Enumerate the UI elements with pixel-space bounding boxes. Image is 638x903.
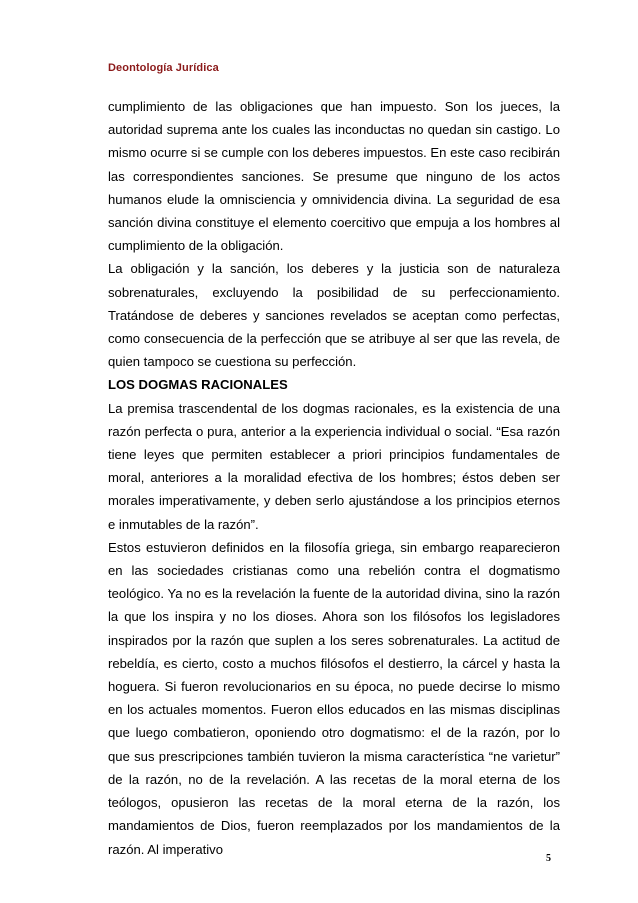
body-text: [108, 95, 560, 861]
section-heading: LOS DOGMAS RACIONALES: [108, 377, 288, 393]
paragraph: La obligación y la sanción, los deberes y la justicia son de naturaleza sobrenaturales, excluyendo la posibilidad de su perfeccionamiento. Tratándose de deberes y sanciones revelados se aceptan como perfectas, como consecuencia de la perfección que se atribuye al ser que las revela, de quien tampoco se cuestiona su perfección.: [108, 261, 560, 370]
paragraph: Estos estuvieron definidos en la filosofía griega, sin embargo reaparecieron en las sociedades cristianas como una rebelión contra el dogmatismo teológico. Ya no es la revelación la fuente de la autoridad divina, sino la razón la que los inspira y no los dioses. Ahora son los filósofos los legisladores inspirados por la razón que suplen a los seres sobrenaturales. La actitud de rebeldía, es cierto, costo a muchos filósofos el destierro, la cárcel y hasta la hoguera. Si fueron revolucionarios en su época, no puede decirse lo mismo en los actuales momentos. Fueron ellos educados en las mismas disciplinas que luego combatieron, oponiendo otro dogmatismo: el de la razón, por lo que sus prescripciones también tuvieron la misma característica “ne varietur” de la razón, no de la revelación. A las recetas de la moral eterna de los teólogos, opusieron las recetas de la moral eterna de la razón, los mandamientos de Dios, fueron reemplazados por los mandamientos de la razón. Al imperativo: [108, 539, 560, 857]
paragraph: cumplimiento de las obligaciones que han impuesto. Son los jueces, la autoridad suprema ante los cuales las inconductas no quedan sin castigo. Lo mismo ocurre si se cumple con los deberes impuestos. En este caso recibirán las correspondientes sanciones. Se presume que ninguno de los actos humanos elude la omnisciencia y omnividencia divina. La seguridad de esa sanción divina constituye el elemento coercitivo que empuja a los hombres al cumplimiento de la obligación.: [108, 99, 560, 254]
running-header: Deontología Jurídica: [108, 62, 219, 74]
page-number: 5: [546, 853, 551, 864]
paragraph: La premisa trascendental de los dogmas racionales, es la existencia de una razón perfecta o pura, anterior a la experiencia individual o social. “Esa razón tiene leyes que permiten establecer a priori principios fundamentales de moral, anteriores a la moralidad efectiva de los hombres; éstos deben ser morales imperativamente, y deben serlo ajustándose a los principios eternos e inmutables de la razón”.: [108, 400, 560, 532]
